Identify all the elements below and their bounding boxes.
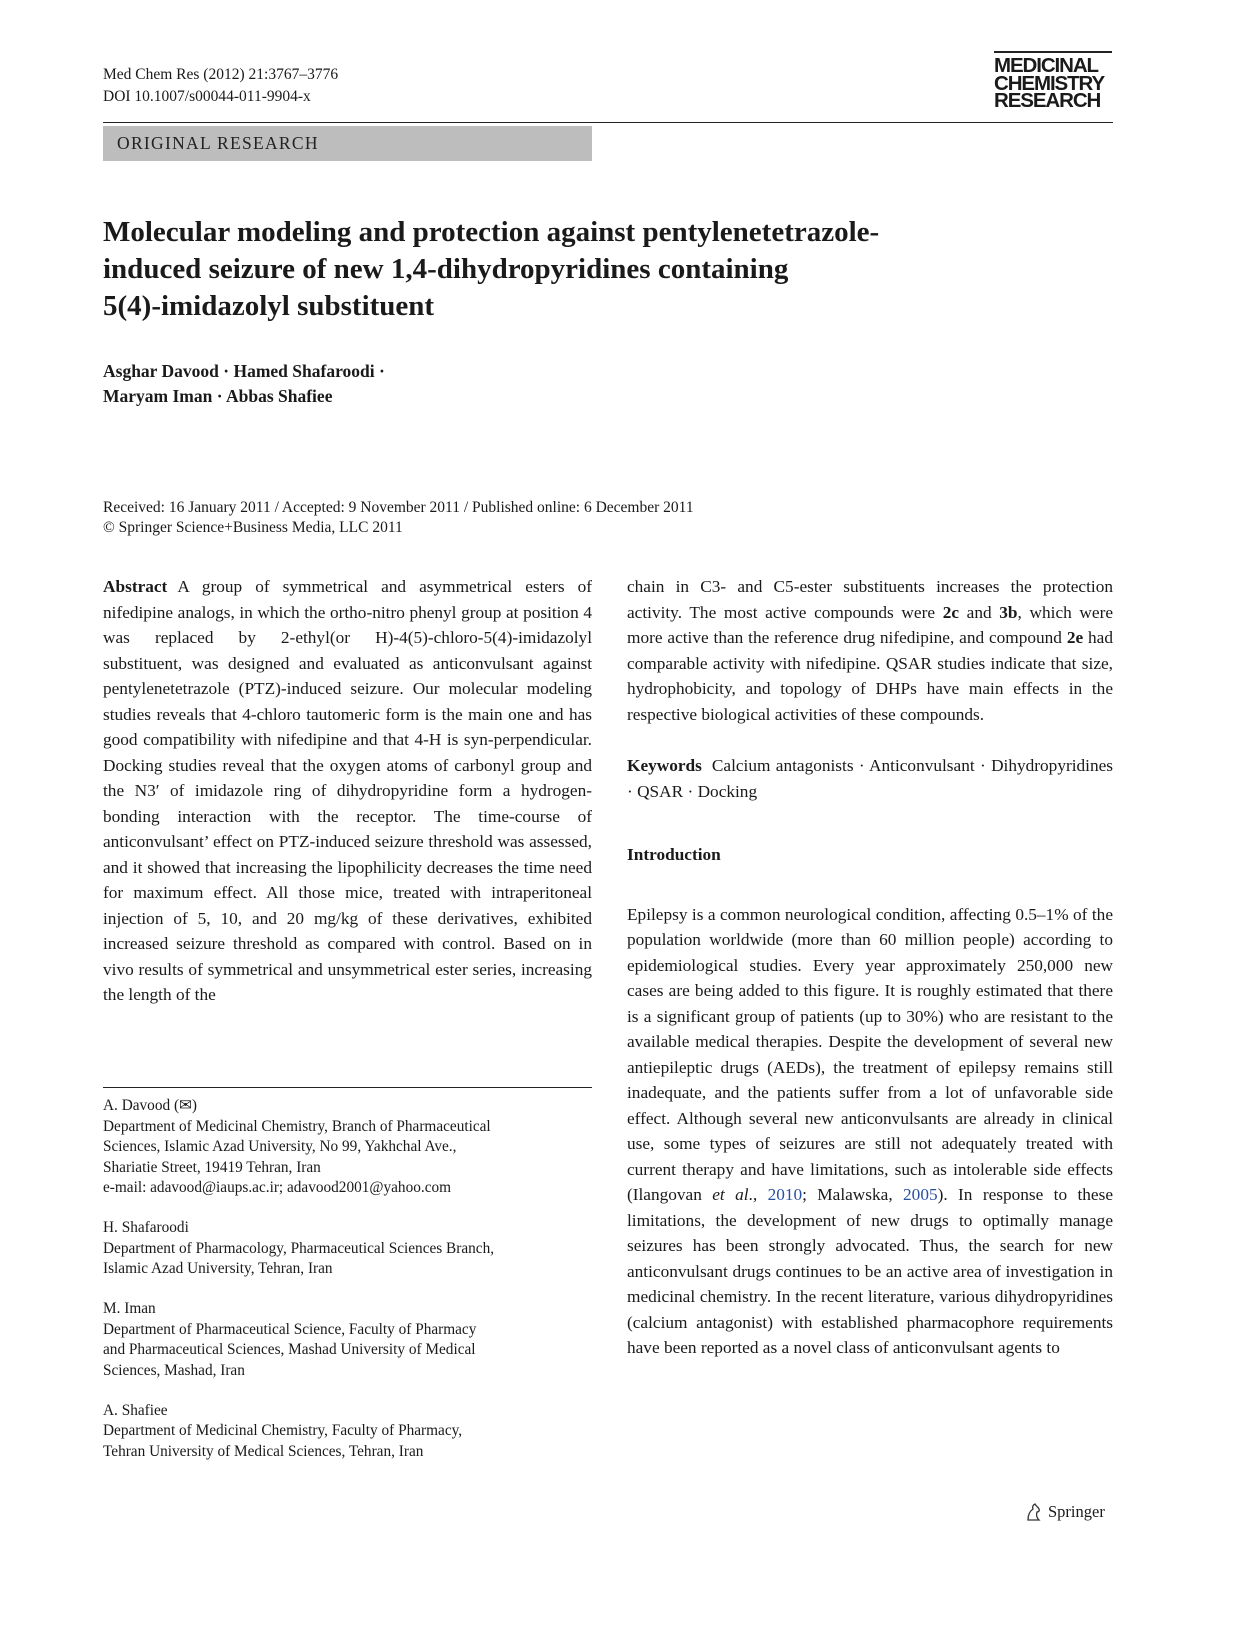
title-line: induced seizure of new 1,4-dihydropyridines containing [103,253,789,285]
affiliations [103,1096,592,1482]
title-line: 5(4)-imidazolyl substituent [103,290,435,322]
citation-link[interactable]: 2005 [903,1185,938,1204]
intro-text: et al [712,1185,749,1204]
affiliation-author: H. Shafaroodi [103,1219,189,1236]
abstract-text: chain in C3- and C5-ester substituents increases the protection activity. The most active compounds were [627,577,1113,622]
affiliation-line: Department of Pharmaceutical Science, Faculty of Pharmacy [103,1320,477,1338]
intro-text: ., [748,1185,768,1204]
abstract-text: and [959,602,1000,622]
publisher-mark [1025,1502,1105,1522]
affiliation-line: Islamic Azad University, Tehran, Iran [103,1260,333,1277]
introduction-paragraph [627,902,1113,1361]
affiliation-line: Tehran University of Medical Sciences, Tehran, Iran [103,1442,424,1460]
abstract-label: Abstract [103,577,168,596]
keywords-label: Keywords [627,756,702,775]
springer-horse-icon [1025,1502,1043,1522]
author-list [103,359,385,409]
intro-text: ; Malawska, [802,1185,904,1204]
abstract-text: A group of symmetrical and asymmetrical esters of nifedipine analogs, in which the ortho-nitro phenyl group at position 4 was replaced by 2-ethyl(or H)-4(5)-chloro-5(4)-imidazolyl substituent, was designed and evaluated as anticonvulsant against pentylenetetrazole (PTZ)-induced seizure. Our molecular modeling studies reveals that 4-chloro tautomeric form is the main one and has good compatibility with nifedipine and that 4-H is syn-perpendicular. Docking studies reveal that the oxygen atoms of carbonyl group and the N3′ of imidazole ring of dihydropyridine form a hydrogen-bonding interaction with the receptor. The time-course of anticonvulsant’ effect on PTZ-induced seizure threshold was assessed, and it showed that increasing the lipophilicity decreases the time need for maximum effect. All those mice, treated with intraperitoneal injection of 5, 10, and 20 mg/kg of these derivatives, exhibited increased seizure threshold as compared with control. Based on in vivo results of symmetrical and unsymmetrical ester series, increasing the length of the [103,577,592,1004]
compound-label: 2c [942,602,959,622]
authors-line: Maryam Iman · Abbas Shafiee [103,386,333,406]
affiliation-email[interactable]: e-mail: adavood@iaups.ac.ir; adavood2001@yahoo.com [103,1179,452,1196]
abstract-text: , which were more active than the reference drug nifedipine, and compound [627,602,1114,647]
intro-text: ). In response to these limitations, the development of new drugs to optimally manage seizures has been strongly advocated. Thus, the search for new anticonvulsant drugs continues to be an active area of investigation in medicinal chemistry. In the recent literature, various dihydropyridines (calcium antagonist) with established pharmacophore requirements have been reported as a novel class of anticonvulsant agents to [627,1185,1113,1357]
header-divider [103,122,1113,123]
keywords-text: Calcium antagonists · Anticonvulsant · Dihydropyridines · QSAR · Docking [627,756,1113,801]
keywords [627,753,1113,804]
citation-link[interactable]: 2010 [767,1185,803,1204]
copyright: © Springer Science+Business Media, LLC 2011 [103,519,403,536]
affiliation-line: Shariatie Street, 19419 Tehran, Iran [103,1158,321,1176]
compound-label: 2e [1066,628,1084,647]
journal-doi[interactable]: DOI 10.1007/s00044-011-9904-x [103,88,311,105]
compound-label: 3b [999,602,1018,622]
affiliation-line: Sciences, Islamic Azad University, No 99, Yakhchal Ave., [103,1138,457,1155]
logo-line: MEDICINAL [994,54,1098,77]
intro-text: Epilepsy is a common neurological condition, affecting 0.5–1% of the population worldwide (more than 60 million people) according to epidemiological studies. Every year approximately 250,000 new cases are being added to this figure. It is roughly estimated that there is a significant group of patients (up to 30%) who are resistant to the available medical therapies. Despite the development of several new antiepileptic drugs (AEDs), the treatment of epilepsy remains still inadequate, and the patients suffer from a lot of unfavorable side effect. Although several new anticonvulsants are already in clinical use, some types of seizures are still not adequately treated with current therapy and have limitations, such as intolerable side effects (Ilangovan [627,904,1113,1204]
affiliation-item [103,1218,592,1280]
affiliation-line: and Pharmaceutical Sciences, Mashad University of Medical [103,1341,476,1358]
affiliation-author: M. Iman [103,1300,156,1317]
journal-logo [994,51,1112,110]
publisher-name: Springer [1048,1502,1105,1521]
abstract-paragraph [103,574,592,1008]
journal-citation: Med Chem Res (2012) 21:3767–3776 [103,66,339,83]
history-dates: Received: 16 January 2011 / Accepted: 9 November 2011 / Published online: 6 December 2011 [103,499,694,516]
title-line: Molecular modeling and protection against pentylenetetrazole- [103,216,880,248]
left-column [103,574,592,1008]
right-column [627,574,1113,1361]
article-title [103,214,1063,325]
logo-line: CHEMISTRY [994,71,1105,95]
affiliation-line: Department of Medicinal Chemistry, Branch of Pharmaceutical [103,1117,491,1135]
affiliation-author: A. Shafiee [103,1401,168,1419]
authors-line: Asghar Davood · Hamed Shafaroodi · [103,361,385,381]
affiliation-item [103,1299,592,1381]
section-label: ORIGINAL RESEARCH [103,126,592,161]
footnote-divider [103,1087,592,1088]
section-heading: Introduction [627,845,721,864]
publication-dates [103,498,694,538]
affiliation-author: A. Davood (✉) [103,1097,197,1114]
abstract-continuation [627,574,1113,727]
affiliation-line: Sciences, Mashad, Iran [103,1361,245,1379]
affiliation-line: Department of Medicinal Chemistry, Faculty of Pharmacy, [103,1422,463,1439]
journal-info [103,64,338,108]
affiliation-item [103,1401,592,1463]
abstract-text: had comparable activity with nifedipine. QSAR studies indicate that size, hydrophobicity, and topology of DHPs have main effects in the respective biological activities of these compounds. [627,628,1113,724]
affiliation-item [103,1096,592,1199]
logo-line: RESEARCH [994,89,1101,112]
affiliation-line: Department of Pharmacology, Pharmaceutical Sciences Branch, [103,1239,495,1257]
